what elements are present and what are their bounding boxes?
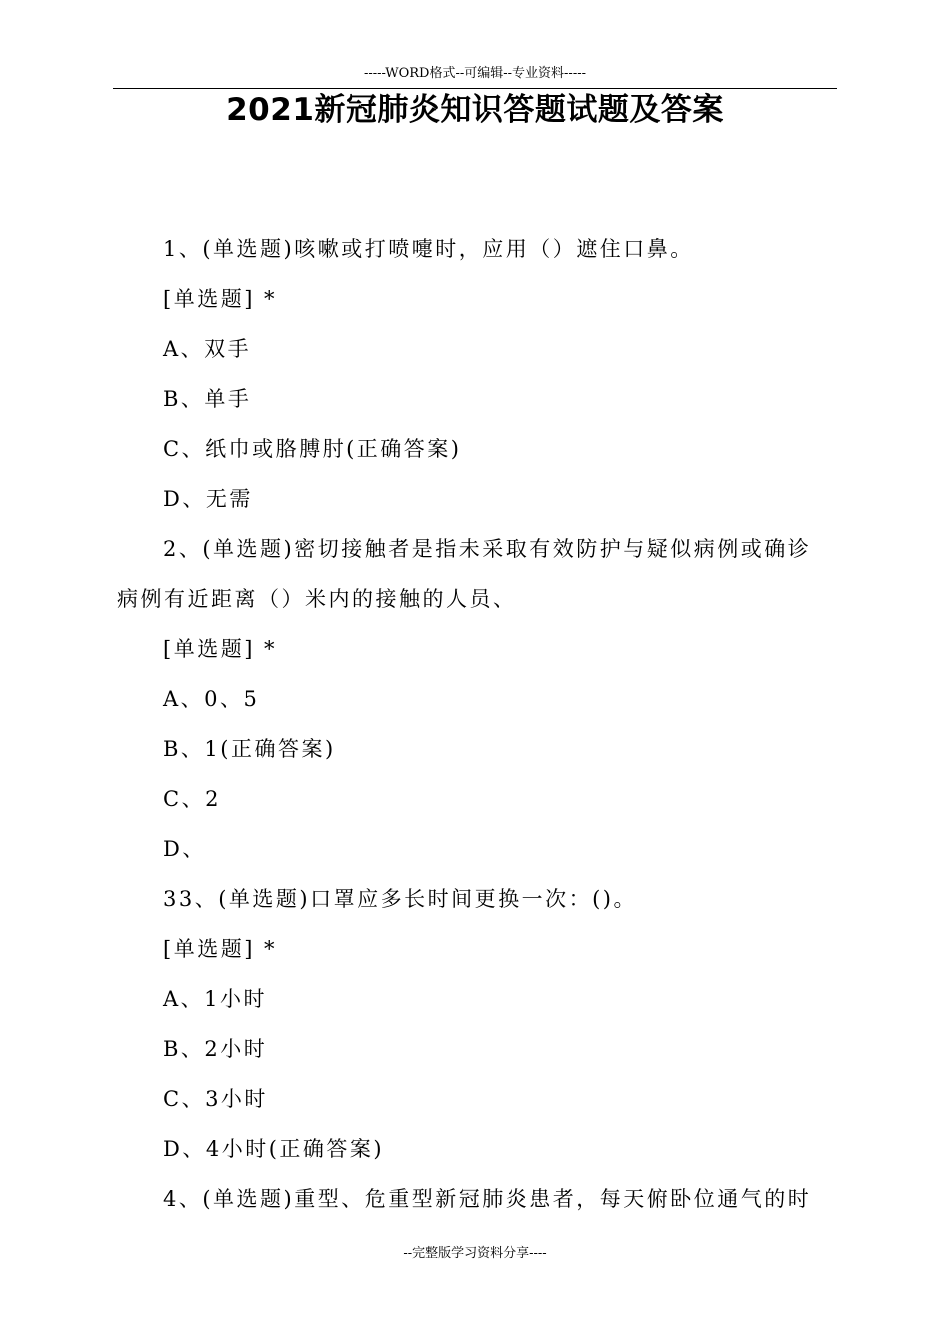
question-2-type: [单选题] * bbox=[163, 637, 278, 661]
question-1-option-a: A、双手 bbox=[163, 337, 252, 361]
question-2-option-a: A、0、5 bbox=[163, 687, 260, 711]
question-3-stem: 33、(单选题)口罩应多长时间更换一次：()。 bbox=[163, 887, 637, 911]
question-4-stem: 4、(单选题)重型、危重型新冠肺炎患者，每天俯卧位通气的时 bbox=[163, 1187, 812, 1211]
question-1-option-d: D、无需 bbox=[163, 487, 253, 511]
question-3-option-a: A、1小时 bbox=[163, 987, 268, 1011]
question-1-option-b: B、单手 bbox=[163, 387, 252, 411]
question-3-option-b: B、2小时 bbox=[163, 1037, 268, 1061]
question-2-option-d: D、 bbox=[163, 837, 206, 861]
question-2-option-c: C、2 bbox=[163, 787, 221, 811]
question-3-option-c: C、3小时 bbox=[163, 1087, 268, 1111]
question-2-stem-continued: 病例有近距离（）米内的接触的人员、 bbox=[117, 587, 517, 611]
question-3-type: [单选题] * bbox=[163, 937, 278, 961]
document-title: 2021新冠肺炎知识答题试题及答案 bbox=[226, 92, 724, 128]
question-1-type: [单选题] * bbox=[163, 287, 278, 311]
question-1-stem: 1、(单选题)咳嗽或打喷嚏时，应用（）遮住口鼻。 bbox=[163, 237, 694, 261]
page-footer: --完整版学习资料分享---- bbox=[403, 1246, 547, 1261]
question-1-option-c: C、纸巾或胳膊肘(正确答案) bbox=[163, 437, 462, 461]
question-2-stem: 2、(单选题)密切接触者是指未采取有效防护与疑似病例或确诊 bbox=[163, 537, 812, 561]
question-3-option-d: D、4小时(正确答案) bbox=[163, 1137, 385, 1161]
question-2-option-b: B、1(正确答案) bbox=[163, 737, 336, 761]
page-header: -----WORD格式--可编辑--专业资料----- bbox=[363, 66, 587, 81]
